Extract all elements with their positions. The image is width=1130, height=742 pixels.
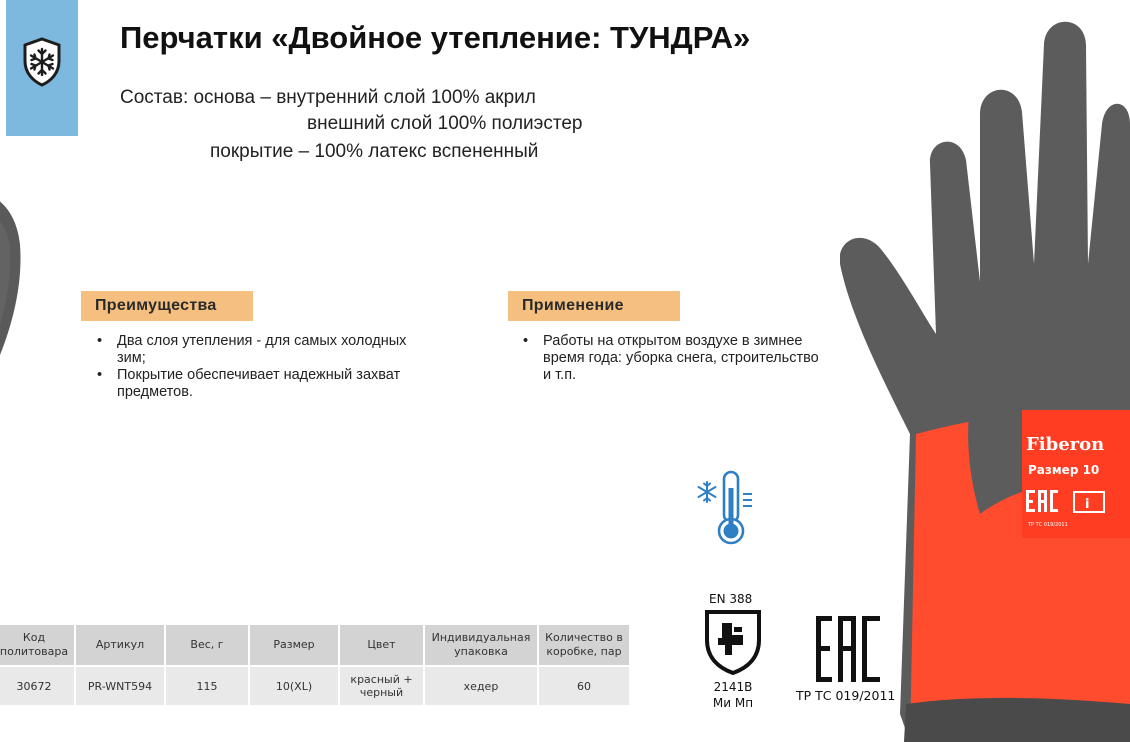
table-header-cell: Вес, г <box>165 625 249 666</box>
table-header-cell: Количество в коробке, пар <box>538 625 630 666</box>
spec-table <box>0 625 631 705</box>
application-heading: Применение <box>508 291 680 321</box>
table-cell: 60 <box>538 666 630 705</box>
eac-certificate: ТР ТС 019/2011 <box>796 688 896 703</box>
table-row <box>0 666 630 705</box>
en388-code <box>709 679 757 711</box>
en388-sub: Ми Мп <box>712 696 754 710</box>
list-item: • Два слоя утепления - для самых холодных зим; <box>91 333 421 367</box>
advantages-heading: Преимущества <box>81 291 253 321</box>
en388-label: EN 388 <box>709 592 753 606</box>
en388-performance: 2141B <box>713 680 753 694</box>
table-cell: хедер <box>424 666 538 705</box>
glove-product-image <box>840 14 1130 742</box>
composition-line-1: Состав: основа – внутренний слой 100% акрил <box>120 87 536 108</box>
table-header-row <box>0 625 630 666</box>
table-cell: 30672 <box>0 666 75 705</box>
page-title: Перчатки «Двойное утепление: ТУНДРА» <box>120 20 751 55</box>
svg-text:i: i <box>1085 497 1090 512</box>
snowflake-shield-icon <box>22 36 62 88</box>
table-header-cell: Цвет <box>339 625 424 666</box>
table-header-cell: Размер <box>249 625 339 666</box>
snowflake-tab <box>6 0 78 136</box>
glove-edge-image <box>0 185 24 355</box>
glove-cert: ТР ТС 019/2011 <box>1028 522 1068 528</box>
table-header-cell: Код политовара <box>0 625 75 666</box>
list-item: • Покрытие обеспечивает надежный захват предметов. <box>91 367 421 401</box>
composition-line-3: покрытие – 100% латекс вспененный <box>210 141 539 162</box>
glove-size: Размер 10 <box>1028 463 1100 477</box>
application-list <box>517 333 827 384</box>
table-cell: красный + черный <box>339 666 424 705</box>
list-item: • Работы на открытом воздухе в зимнее время года: уборка снега, строительство и т.п. <box>517 333 827 384</box>
table-cell: 10(XL) <box>249 666 339 705</box>
table-cell: 115 <box>165 666 249 705</box>
composition-line-2: внешний слой 100% полиэстер <box>307 113 583 134</box>
table-cell: PR-WNT594 <box>75 666 165 705</box>
en388-shield-icon <box>703 608 763 676</box>
table-header-cell: Артикул <box>75 625 165 666</box>
thermometer-snowflake-icon <box>696 468 760 548</box>
advantages-list <box>91 333 421 401</box>
glove-brand: Fiberon <box>1026 434 1105 455</box>
table-header-cell: Индивидуальная упаковка <box>424 625 538 666</box>
